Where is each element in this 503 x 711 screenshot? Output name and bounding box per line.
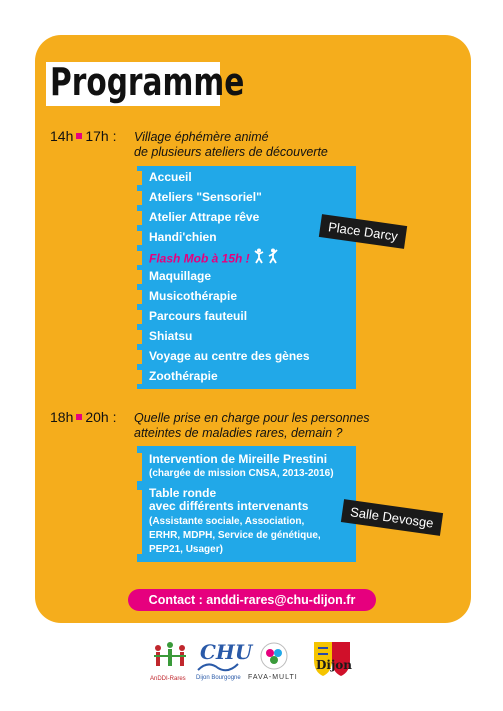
list-item: Parcours fauteuil [137, 307, 356, 327]
location-tag-salle-devosge: Salle Devosge [341, 499, 443, 536]
session2-desc-line2: atteintes de maladies rares, demain ? [134, 426, 343, 440]
chu-dijon-logo: CHU Dijon Bourgogne [196, 640, 253, 681]
bullet-bar [137, 490, 142, 554]
participants-line3: PEP21, Usager) [149, 544, 223, 555]
session1-time-start: 14h [50, 128, 74, 144]
workshops-list [137, 168, 356, 387]
fava-multi-logo: FAVA-MULTI [248, 640, 300, 685]
session2-time [50, 409, 117, 425]
participants-line2: ERHR, MDPH, Service de génétique, [149, 530, 321, 541]
session1-description [134, 130, 328, 160]
list-item: Accueil [137, 168, 356, 188]
round-table-title [149, 487, 308, 513]
debate-box [137, 446, 356, 562]
bullet-bar [137, 453, 142, 481]
session2-time-end: 20h : [85, 409, 117, 425]
bullet-square-icon [76, 133, 82, 139]
session1-time-end: 17h : [85, 128, 117, 144]
list-item: Ateliers "Sensoriel" [137, 188, 356, 208]
intervention-subtitle: (chargée de mission CNSA, 2013-2016) [149, 468, 334, 479]
intervention-title: Intervention de Mireille Prestini [149, 452, 328, 466]
list-item: Shiatsu [137, 327, 356, 347]
list-item: Zoothérapie [137, 367, 356, 387]
list-item: Voyage au centre des gènes [137, 347, 356, 367]
bullet-square-icon [76, 414, 82, 420]
session2-time-start: 18h [50, 409, 74, 425]
session1-desc-line1: Village éphémère animé [134, 130, 269, 144]
list-item: Maquillage [137, 267, 356, 287]
partner-logos [150, 640, 360, 690]
anddi-rares-logo: AnDDI-Rares [150, 640, 190, 685]
location-tag-place-darcy: Place Darcy [319, 214, 407, 249]
list-item: Atelier Attrape rêve [137, 208, 356, 228]
round-table-participants [149, 515, 321, 557]
workshops-box [137, 166, 356, 389]
session1-time [50, 128, 117, 144]
dijon-logo: Dijon [310, 640, 354, 685]
round-table-title-line1: Table ronde [149, 486, 217, 500]
session1-desc-line2: de plusieurs ateliers de découverte [134, 145, 328, 159]
participants-line1: (Assistante sociale, Association, [149, 516, 305, 527]
list-item: Handi'chien [137, 228, 356, 248]
list-item-flash-mob: Flash Mob à 15h ! [137, 248, 356, 268]
session2-description [134, 411, 370, 441]
list-item: Musicothérapie [137, 287, 356, 307]
contact-email-link[interactable]: Contact : anddi-rares@chu-dijon.fr [128, 589, 376, 611]
page-title: Programme [50, 60, 245, 104]
session2-desc-line1: Quelle prise en charge pour les personnes [134, 411, 370, 425]
round-table-title-line2: avec différents intervenants [149, 499, 309, 513]
